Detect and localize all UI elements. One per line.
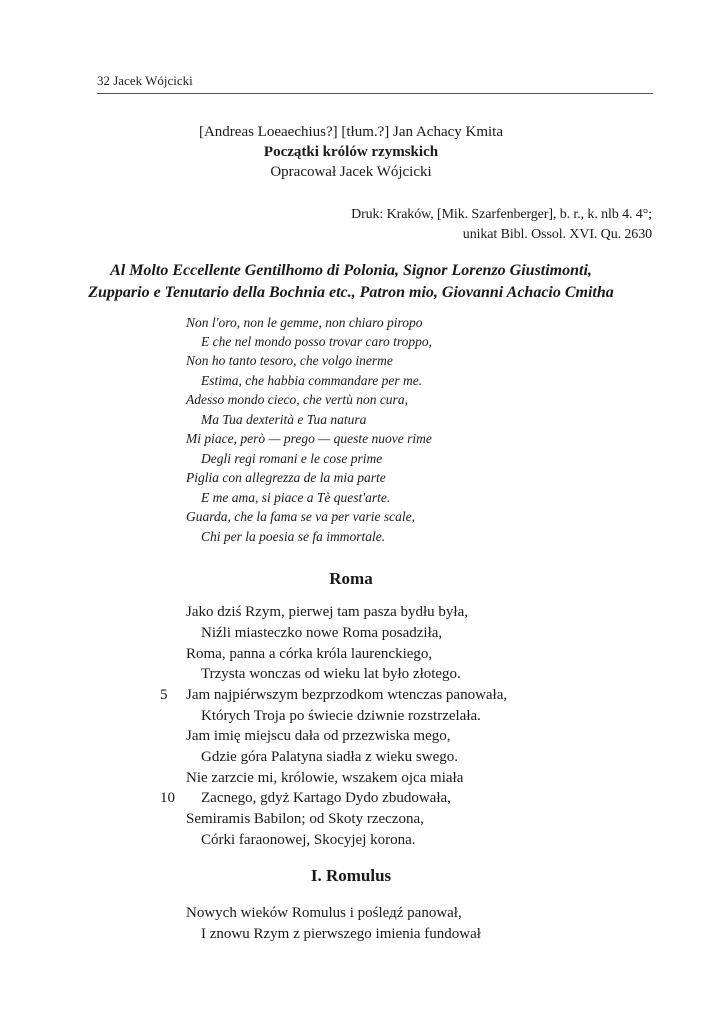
verse-line: Jam imię miejscu dała od przezwiska mego, — [186, 728, 451, 744]
editor-line: Opracował Jacek Wójcicki — [270, 164, 432, 180]
italian-poem-line: E che nel mondo posso trovar caro troppo, — [201, 334, 432, 349]
section-heading-romulus: I. Romulus — [310, 866, 392, 885]
verse-line: Nie zarzcie mi, królowie, wszakem ojca miała — [186, 770, 464, 786]
italian-poem-line: E me ama, si piace a Tè quest'arte. — [201, 490, 391, 505]
dedication-line-1: Al Molto Eccellente Gentilhomo di Polonia, Signor Lorenzo Giustimonti, — [110, 262, 592, 279]
verse-line: Jam najpiérwszym bezprzodkom wtenczas panowała, — [186, 687, 508, 703]
verse-line: Roma, panna a córka króla laurenckiego, — [186, 646, 433, 662]
verse-line: Których Troja po świecie dziwnie rozstrzelała. — [201, 708, 481, 724]
verse-line: Niźli miasteczko nowe Roma posadziła, — [201, 625, 443, 641]
line-number: 10 — [160, 790, 175, 806]
work-title: Początki królów rzymskich — [263, 144, 439, 160]
verse-line: Gdzie góra Palatyna siadła z wieku swego. — [201, 749, 458, 765]
verse-line: I znowu Rzym z pierwszego imienia fundował — [201, 926, 481, 942]
running-header: 32 Jacek Wójcicki — [97, 73, 193, 88]
italian-poem-line: Non l'oro, non le gemme, non chiaro piropo — [186, 315, 423, 330]
verse-line: Nowych wieków Romulus i poślедź panował, — [186, 905, 462, 921]
italian-poem-line: Non ho tanto tesoro, che volgo inerme — [186, 353, 393, 368]
italian-poem-line: Degli regi romani e le cose prime — [201, 451, 383, 466]
italian-poem-line: Piglia con allegrezza de la mia parte — [186, 470, 386, 485]
dedication-line-2: Zuppario e Tenutario della Bochnia etc., Patron mio, Giovanni Achacio Cmitha — [88, 284, 614, 301]
verse-line: Córki faraonowej, Skocyjej korona. — [201, 832, 416, 848]
italian-poem-line: Chi per la poesia se fa immortale. — [201, 529, 386, 544]
italian-poem-line: Guarda, che la fama se va per varie scale, — [186, 509, 415, 524]
italian-poem-line: Mi piace, però — prego — queste nuove rime — [186, 431, 432, 446]
verse-line: Zacnego, gdyż Kartago Dydo zbudowała, — [201, 790, 451, 806]
section-heading-roma: Roma — [329, 569, 373, 588]
italian-poem-line: Ma Tua dexterità e Tua natura — [201, 412, 367, 427]
verse-line: Trzysta wonczas od wieku lat było złotego. — [201, 666, 461, 682]
italian-poem-line: Adesso mondo cieco, che vertù non cura, — [186, 392, 408, 407]
header-rule — [97, 93, 653, 94]
authors-line: [Andreas Loeaechius?] [tłum.?] Jan Achacy Kmita — [198, 124, 504, 140]
line-number: 5 — [160, 687, 168, 703]
verse-line: Semiramis Babilon; od Skoty rzeczona, — [186, 811, 424, 827]
source-info-line-1: Druk: Kraków, [Mik. Szarfenberger], b. r., k. nlb 4. 4°; — [351, 207, 652, 222]
verse-line: Jako dziś Rzym, pierwej tam pasza bydłu była, — [186, 604, 469, 620]
italian-poem-line: Estima, che habbia commandare per me. — [201, 373, 423, 388]
source-info-line-2: unikat Bibl. Ossol. XVI. Qu. 2630 — [462, 227, 652, 242]
